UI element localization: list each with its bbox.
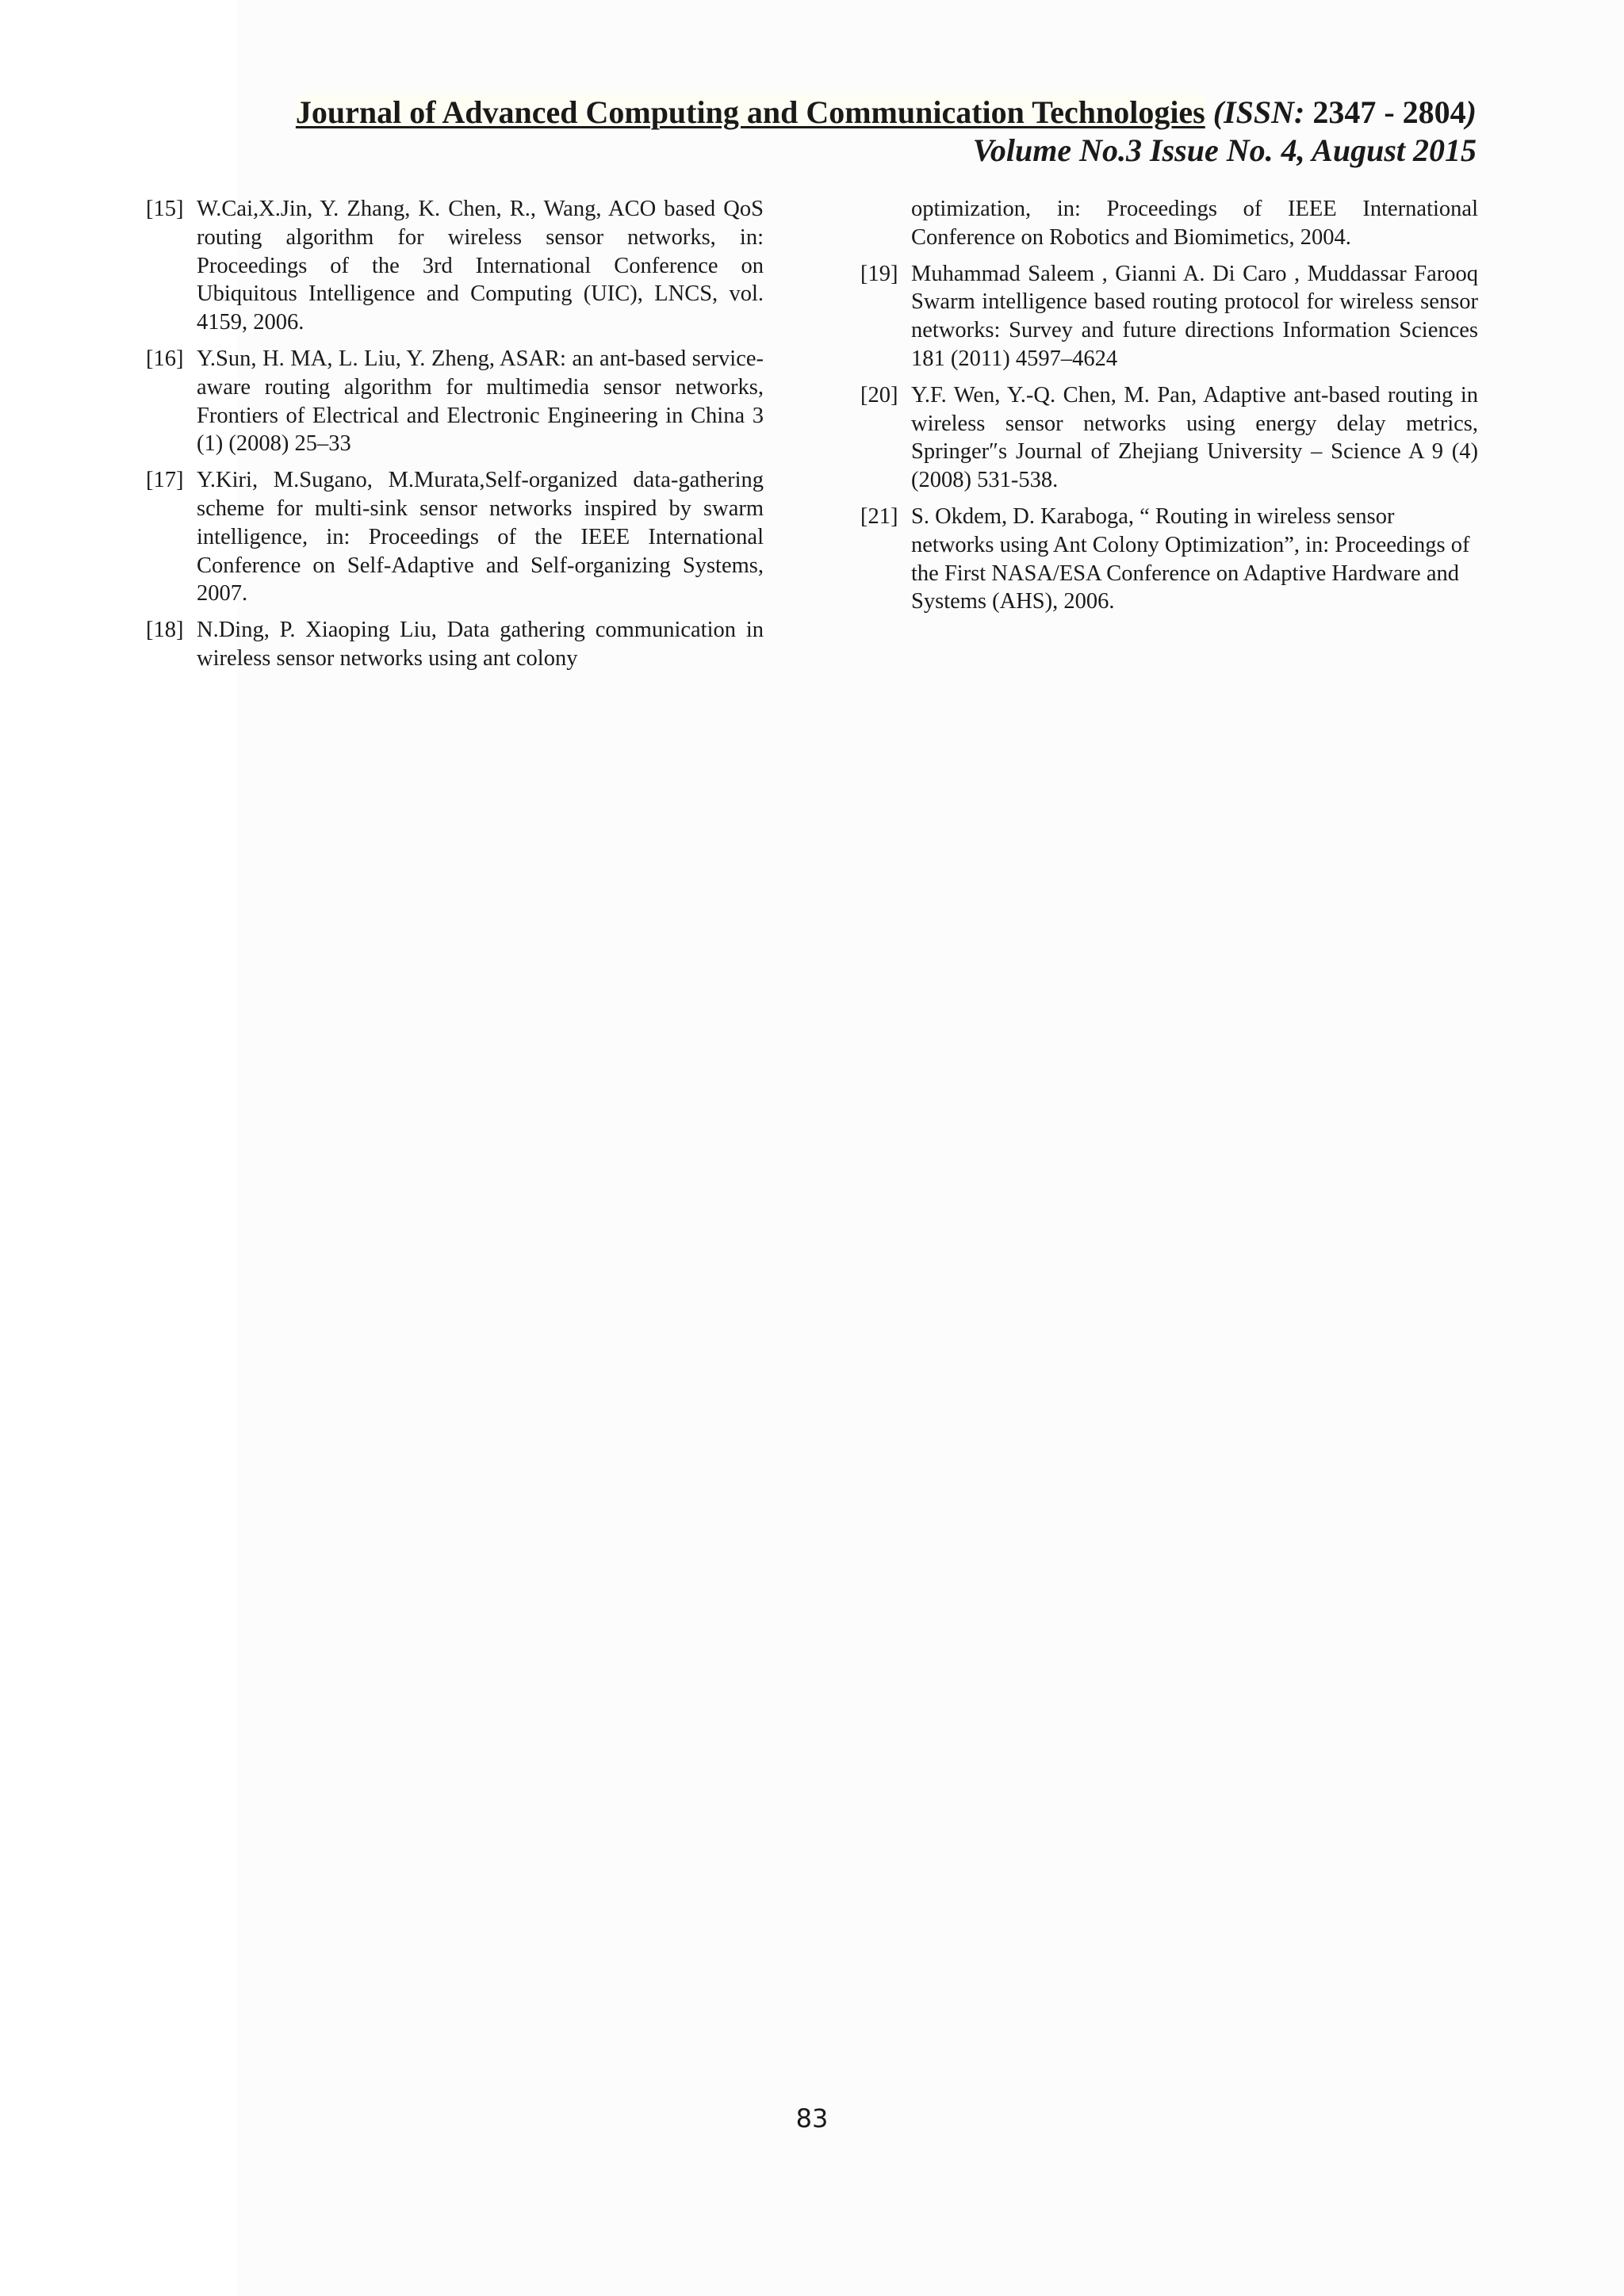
reference-item [146, 466, 764, 608]
reference-continuation: optimization, in: Proceedings of IEEE International Conference on Robotics and Biomimetics, 2004. [911, 197, 1478, 250]
reference-number: [21] [860, 503, 898, 529]
issn-close: ) [1465, 94, 1477, 130]
reference-number: [18] [146, 618, 184, 643]
reference-text: S. Okdem, D. Karaboga, “ Routing in wireless sensor networks using Ant Colony Optimization”, in: Proceedings of the First NASA/ESA Conference on Adaptive Hardware and Systems (AHS), 2006. [911, 503, 1470, 614]
references-right-column [860, 195, 1478, 624]
reference-item [860, 503, 1478, 616]
issn-number: 2347 - 2804 [1312, 94, 1466, 130]
reference-item [860, 260, 1478, 373]
reference-text: Y.Kiri, M.Sugano, M.Murata,Self-organized data-gathering scheme for multi-sink sensor networks inspired by swarm intelligence, in: Proceedings of the IEEE International Conference on Self-Adaptive and Self-organizing Systems, 2007. [197, 468, 764, 607]
reference-item [146, 345, 764, 458]
reference-text: Y.Sun, H. MA, L. Liu, Y. Zheng, ASAR: an ant-based service-aware routing algorithm for multimedia sensor networks, Frontiers of Electrical and Electronic Engineering in China 3 (1) (2008) 25–33 [197, 346, 764, 457]
reference-item [146, 195, 764, 337]
page-number: 83 [795, 2103, 829, 2133]
issn-label: (ISSN: [1212, 94, 1305, 130]
reference-number: [20] [860, 382, 898, 408]
reference-item [860, 381, 1478, 495]
reference-number: [17] [146, 468, 184, 493]
reference-text: W.Cai,X.Jin, Y. Zhang, K. Chen, R., Wang, ACO based QoS routing algorithm for wireless sensor networks, in: Proceedings of the 3rd International Conference on Ubiquitous Intelligence and Computing (UIC), LNCS, vol. 4159, 2006. [197, 197, 764, 335]
reference-number: [15] [146, 197, 184, 221]
reference-text: N.Ding, P. Xiaoping Liu, Data gathering communication in wireless sensor networks using ant colony [197, 618, 764, 671]
volume-issue: Volume No.3 Issue No. 4, August 2015 [972, 132, 1477, 168]
journal-header [0, 94, 1477, 170]
references-left-column [146, 195, 764, 681]
journal-name: Journal of Advanced Computing and Communication Technologies [295, 94, 1205, 130]
reference-text: Y.F. Wen, Y.-Q. Chen, M. Pan, Adaptive ant-based routing in wireless sensor networks using energy delay metrics, Springer″s Journal of Zhejiang University – Science A 9 (4) (2008) 531-538. [911, 382, 1478, 493]
reference-number: [16] [146, 346, 184, 371]
reference-number: [19] [860, 261, 898, 286]
header-title-line [0, 94, 1477, 132]
reference-item [146, 616, 764, 673]
reference-text: Muhammad Saleem , Gianni A. Di Caro , Muddassar Farooq Swarm intelligence based routing protocol for wireless sensor networks: Survey and future directions Information Sciences 181 (2011) 4597–4624 [911, 261, 1478, 371]
